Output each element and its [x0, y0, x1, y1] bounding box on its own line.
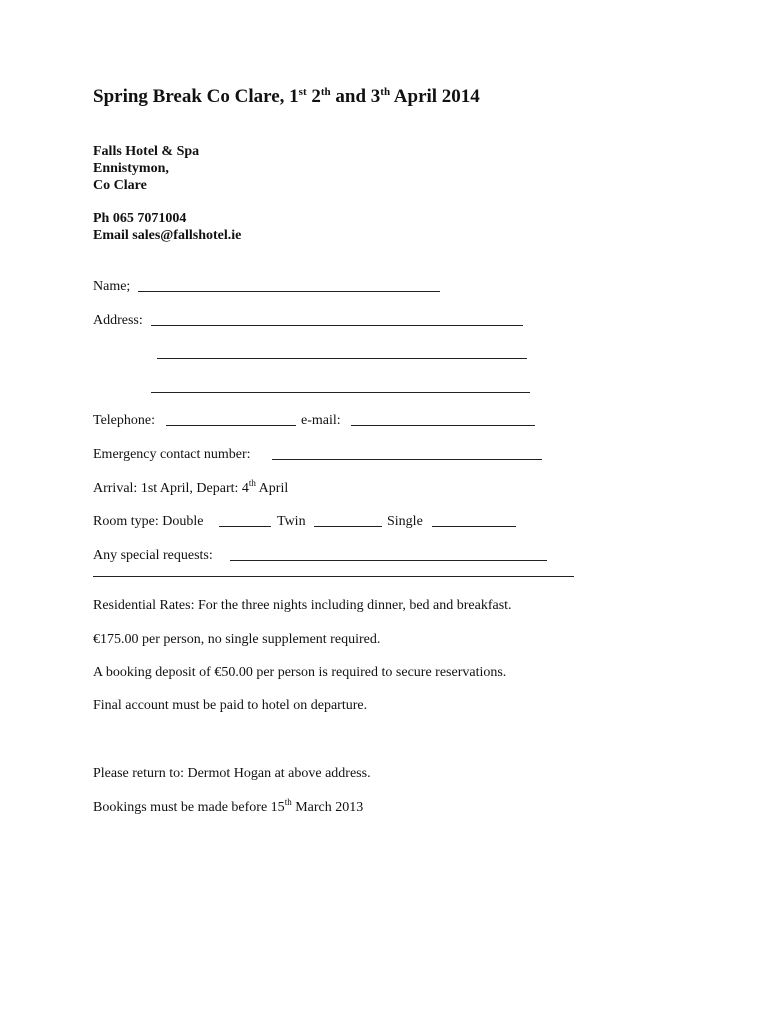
address-field-line-3[interactable]	[151, 392, 530, 393]
name-label: Name;	[93, 279, 131, 294]
name-field[interactable]	[138, 291, 440, 292]
arrival-depart-text: Arrival: 1st April, Depart: 4th April	[93, 478, 289, 496]
email-label: e-mail:	[301, 413, 341, 428]
residential-rates-text: Residential Rates: For the three nights including dinner, bed and breakfast.	[93, 598, 512, 613]
twin-room-field[interactable]	[314, 526, 382, 527]
email-field[interactable]	[351, 425, 535, 426]
double-room-field[interactable]	[219, 526, 271, 527]
single-label: Single	[387, 514, 423, 529]
booking-deadline-text: Bookings must be made before 15th March 2013	[93, 797, 364, 815]
hotel-name: Falls Hotel & Spa	[93, 144, 200, 159]
hotel-email: Email sales@fallshotel.ie	[93, 228, 242, 243]
hotel-town: Ennistymon,	[93, 161, 169, 176]
emergency-contact-label: Emergency contact number:	[93, 447, 251, 462]
special-requests-field-line-1[interactable]	[230, 560, 547, 561]
return-to-text: Please return to: Dermot Hogan at above address.	[93, 766, 371, 781]
room-type-label: Room type: Double	[93, 514, 204, 529]
telephone-field[interactable]	[166, 425, 296, 426]
hotel-county: Co Clare	[93, 178, 147, 193]
telephone-label: Telephone:	[93, 413, 155, 428]
emergency-contact-field[interactable]	[272, 459, 542, 460]
special-requests-label: Any special requests:	[93, 548, 213, 563]
deposit-text: A booking deposit of €50.00 per person is required to secure reservations.	[93, 665, 507, 680]
hotel-phone: Ph 065 7071004	[93, 211, 187, 226]
page-title: Spring Break Co Clare, 1st 2th and 3th April 2014	[93, 86, 480, 107]
price-text: €175.00 per person, no single supplement required.	[93, 632, 381, 647]
address-field-line-2[interactable]	[157, 358, 527, 359]
special-requests-field-line-2[interactable]	[93, 576, 574, 577]
final-account-text: Final account must be paid to hotel on departure.	[93, 698, 368, 713]
address-field-line-1[interactable]	[151, 325, 523, 326]
twin-label: Twin	[277, 514, 306, 529]
single-room-field[interactable]	[432, 526, 516, 527]
address-label: Address:	[93, 313, 143, 328]
